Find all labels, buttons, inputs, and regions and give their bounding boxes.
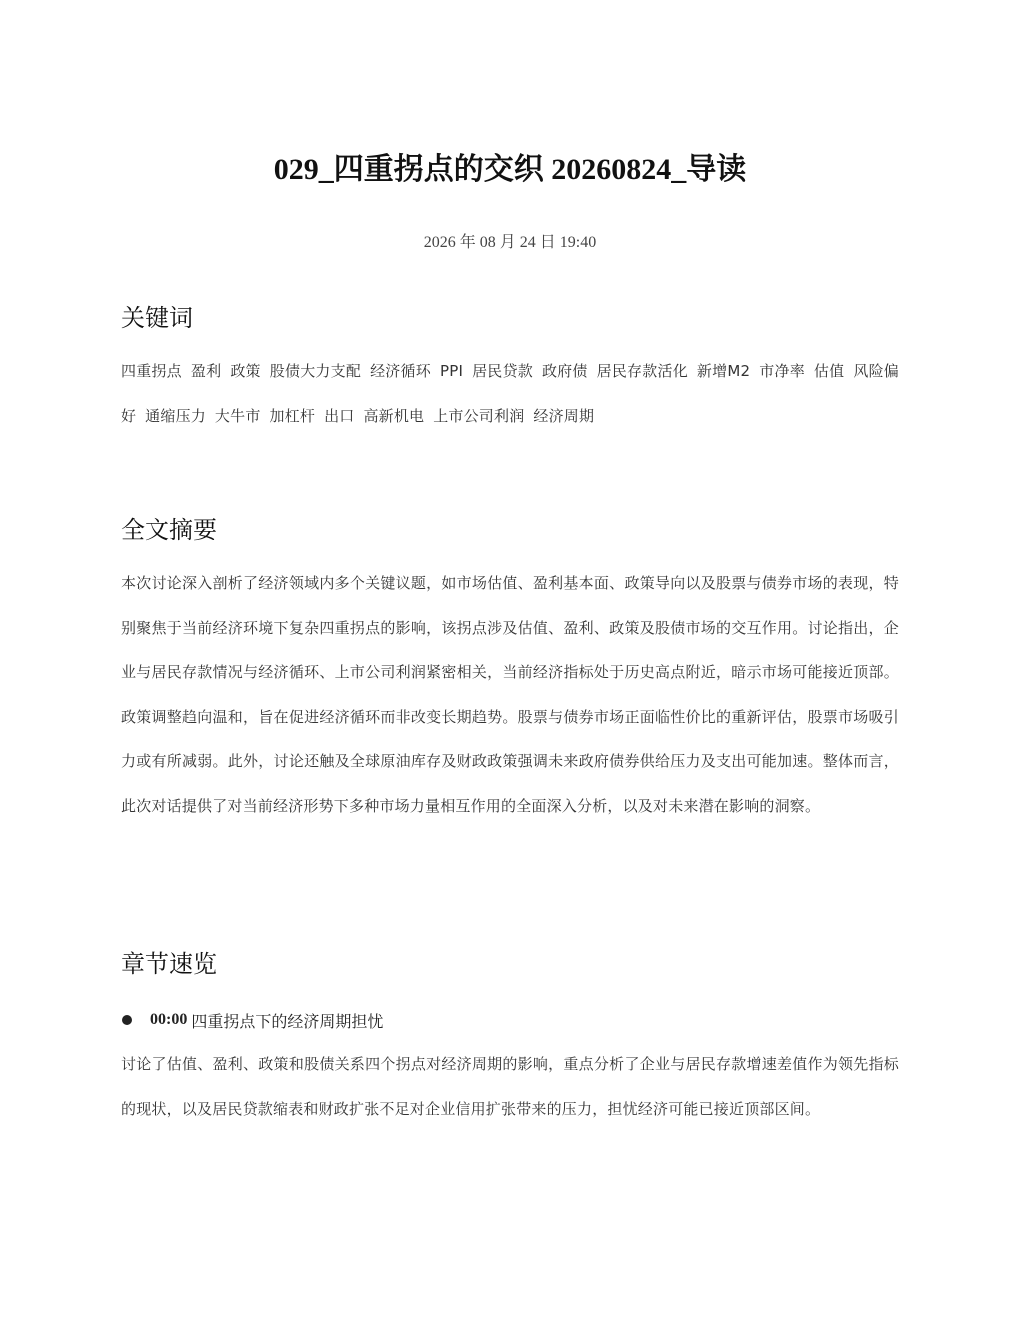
document-date: 2026 年 08 月 24 日 19:40 [423, 234, 597, 251]
chapter-description: 讨论了估值、盈利、政策和股债关系四个拐点对经济周期的影响，重点分析了企业与居民存款增速差值作为领先指标的现状，以及居民贷款缩表和财政扩张不足对企业信用扩张带来的压力，担忧经济可能已接近顶部区间。 [121, 1055, 899, 1118]
summary-text: 本次讨论深入剖析了经济领域内多个关键议题，如市场估值、盈利基本面、政策导向以及股票与债券市场的表现，特别聚焦于当前经济环境下复杂四重拐点的影响，该拐点涉及估值、盈利、政策及股债市场的交互作用。讨论指出，企业与居民存款情况与经济循环、上市公司利润紧密相关，当前经济指标处于历史高点附近，暗示市场可能接近顶部。政策调整趋向温和，旨在促进经济循环而非改变长期趋势。股票与债券市场正面临性价比的重新评估，股票市场吸引力或有所减弱。此外，讨论还触及全球原油库存及财政政策强调未来政府债券供给压力及支出可能加速。整体而言，此次对话提供了对当前经济形势下多种市场力量相互作用的全面深入分析，以及对未来潜在影响的洞察。 [121, 574, 899, 815]
keywords-text: 四重拐点 盈利 政策 股债大力支配 经济循环 PPI 居民贷款 政府债 居民存款活化 新增M2 市净率 估值 风险偏好 通缩压力 大牛市 加杠杆 出口 高新机电 上市公司利润 经济周期 [121, 362, 899, 425]
bullet-icon [122, 1015, 132, 1025]
chapters-heading: 章节速览 [121, 950, 217, 978]
document-title: 029_四重拐点的交织 20260824_导读 [273, 153, 747, 186]
summary-heading: 全文摘要 [121, 516, 217, 544]
keywords-heading: 关键词 [121, 304, 193, 332]
chapter-title: 四重拐点下的经济周期担忧 [191, 1011, 384, 1031]
chapter-item [121, 1006, 899, 1034]
chapter-time: 00:00 [150, 1011, 188, 1028]
